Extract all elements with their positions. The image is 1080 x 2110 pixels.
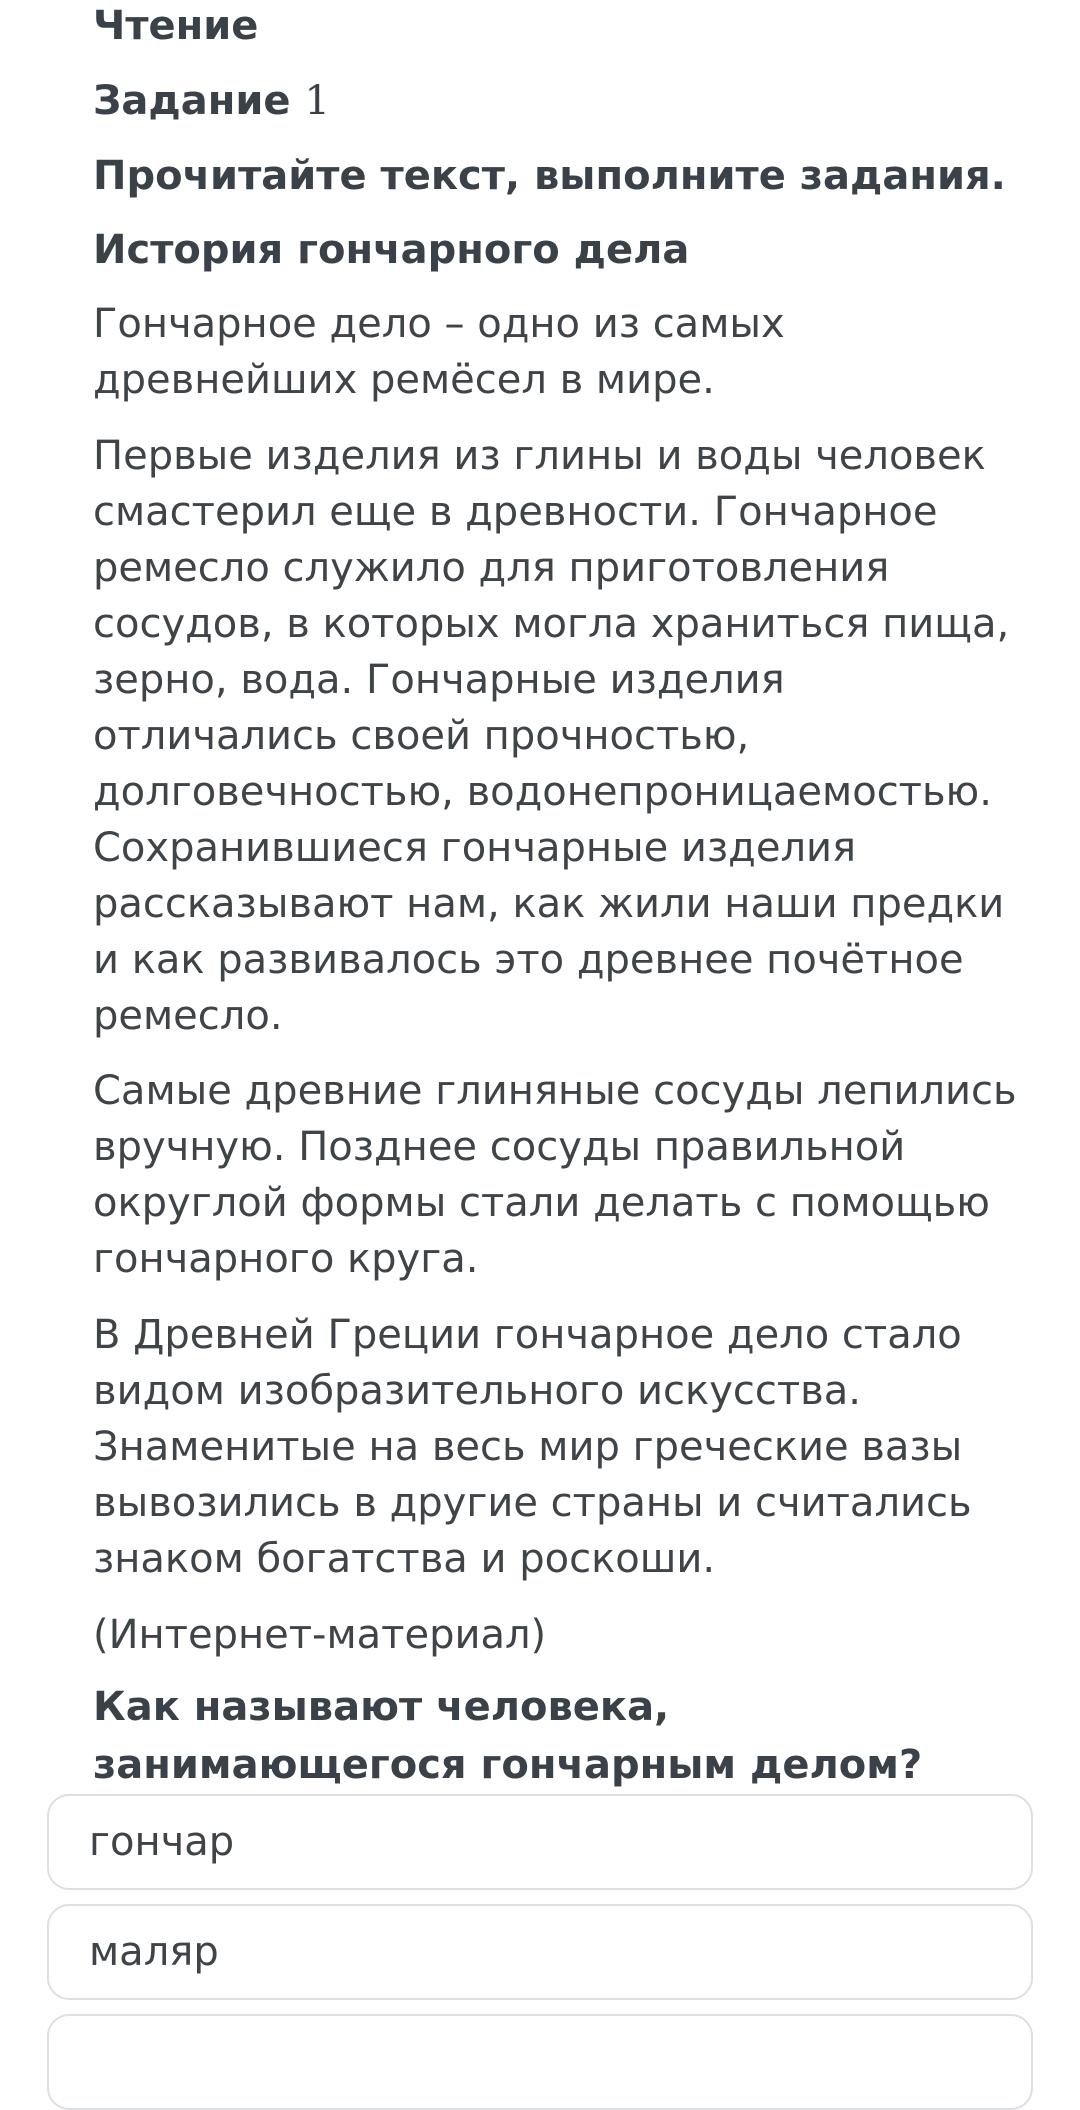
paragraph-line: зерно, вода. Гончарные изделия [93, 657, 785, 703]
paragraph-line: древнейших ремёсел в мире. [93, 357, 715, 403]
article-title: История гончарного дела [93, 227, 690, 273]
question-line: занимающегося гончарным делом? [93, 1742, 923, 1788]
paragraph-line: сосудов, в которых могла храниться пища, [93, 601, 1010, 647]
paragraph-line: Сохранившиеся гончарные изделия [93, 825, 857, 871]
section-title: Чтение [93, 3, 259, 49]
answer-option[interactable] [47, 1904, 1033, 2000]
article-source: (Интернет-материал) [93, 1612, 547, 1658]
task-instruction: Прочитайте текст, выполните задания. [93, 153, 1006, 199]
paragraph-line: вывозились в другие страны и считались [93, 1480, 972, 1526]
paragraph-line: ремесло. [93, 993, 283, 1039]
paragraph-line: рассказывают нам, как жили наши предки [93, 881, 1005, 927]
question-text [93, 1678, 922, 1794]
question-line: Как называют человека, [93, 1684, 670, 1730]
article-paragraph [93, 428, 1009, 1044]
paragraph-line: смастерил еще в древности. Гончарное [93, 489, 938, 535]
article-paragraph [93, 1063, 1017, 1287]
paragraph-line: видом изобразительного искусства. [93, 1368, 861, 1414]
paragraph-line: округлой формы стали делать с помощью [93, 1180, 990, 1226]
article-paragraph [93, 296, 785, 408]
paragraph-line: Гончарное дело – одно из самых [93, 301, 785, 347]
task-label: Задание [93, 78, 291, 124]
answer-option[interactable] [47, 2014, 1033, 2110]
answer-option-label: маляр [89, 1929, 219, 1975]
paragraph-line: долговечностью, водонепроницаемостью. [93, 769, 992, 815]
paragraph-line: Знаменитые на весь мир греческие вазы [93, 1424, 963, 1470]
paragraph-line: Самые древние глиняные сосуды лепились [93, 1068, 1017, 1114]
answer-option[interactable] [47, 1794, 1033, 1890]
paragraph-line: ремесло служило для приготовления [93, 545, 890, 591]
paragraph-line: В Древней Греции гончарное дело стало [93, 1312, 962, 1358]
paragraph-line: знаком богатства и роскоши. [93, 1536, 716, 1582]
paragraph-line: отличались своей прочностью, [93, 713, 750, 759]
paragraph-line: Первые изделия из глины и воды человек [93, 433, 986, 479]
task-heading [93, 75, 330, 127]
task-number: 1 [304, 78, 330, 124]
paragraph-line: и как развивалось это древнее почётное [93, 937, 964, 983]
paragraph-line: вручную. Позднее сосуды правильной [93, 1124, 906, 1170]
answer-option-label: гончар [89, 1819, 235, 1865]
article-paragraph [93, 1307, 972, 1587]
paragraph-line: гончарного круга. [93, 1236, 479, 1282]
